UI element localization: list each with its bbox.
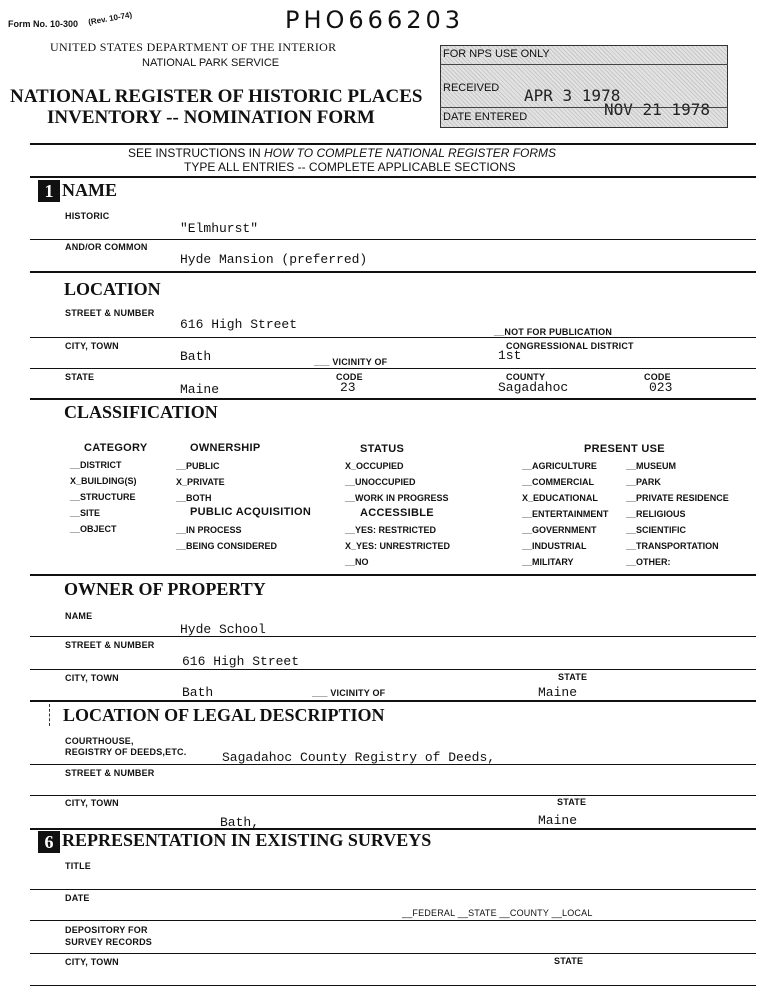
registry-label: REGISTRY OF DEEDS,ETC. bbox=[65, 747, 187, 757]
department-name: UNITED STATES DEPARTMENT OF THE INTERIOR bbox=[50, 40, 337, 54]
classification-section-title: CLASSIFICATION bbox=[64, 402, 218, 422]
present-use-option: __AGRICULTURE bbox=[522, 461, 597, 471]
date-entered-stamp: NOV 21 1978 bbox=[604, 100, 710, 119]
county-code-value: 023 bbox=[649, 380, 673, 395]
present-use-option: __OTHER: bbox=[626, 557, 671, 567]
accessible-option: __NO bbox=[345, 557, 369, 567]
category-option: __SITE bbox=[70, 508, 101, 518]
ownership-option: __BOTH bbox=[176, 493, 212, 503]
form-number: Form No. 10-300 bbox=[8, 19, 79, 29]
present-use-option: __RELIGIOUS bbox=[626, 509, 686, 519]
legal-state-value: Maine bbox=[538, 813, 578, 828]
margin-mark bbox=[49, 704, 50, 726]
owner-city-value: Bath bbox=[182, 685, 214, 700]
public-acquisition-heading: PUBLIC ACQUISITION bbox=[190, 506, 312, 518]
location-city-value: Bath bbox=[180, 349, 212, 364]
present-use-option: X_EDUCATIONAL bbox=[522, 493, 598, 503]
location-state-label: STATE bbox=[65, 372, 95, 382]
name-section-title: NAME bbox=[62, 180, 117, 200]
form-title-line2: INVENTORY -- NOMINATION FORM bbox=[47, 107, 375, 128]
accessible-option: X_YES: UNRESTRICTED bbox=[345, 541, 451, 551]
accessible-option: __YES: RESTRICTED bbox=[345, 525, 437, 535]
ownership-option: __PUBLIC bbox=[176, 461, 220, 471]
owner-name-label: NAME bbox=[65, 611, 93, 621]
depository-label-line1: DEPOSITORY FOR bbox=[65, 925, 148, 935]
location-city-label: CITY, TOWN bbox=[65, 341, 119, 351]
status-option: X_OCCUPIED bbox=[345, 461, 404, 471]
category-heading: CATEGORY bbox=[84, 442, 148, 454]
legal-city-label: CITY, TOWN bbox=[65, 798, 119, 808]
date-entered-label: DATE ENTERED bbox=[443, 111, 528, 123]
present-use-heading: PRESENT USE bbox=[584, 443, 665, 455]
present-use-option: __GOVERNMENT bbox=[522, 525, 597, 535]
present-use-option: __PARK bbox=[626, 477, 661, 487]
handwritten-id: PHO666203 bbox=[285, 6, 465, 34]
historic-name-value: "Elmhurst" bbox=[180, 221, 259, 236]
county-code-label: CODE bbox=[644, 372, 671, 382]
present-use-option: __TRANSPORTATION bbox=[626, 541, 719, 551]
surveys-section-title: REPRESENTATION IN EXISTING SURVEYS bbox=[62, 830, 432, 850]
state-code-label: CODE bbox=[336, 372, 363, 382]
form-title-line1: NATIONAL REGISTER OF HISTORIC PLACES bbox=[10, 86, 423, 107]
acquisition-option: __IN PROCESS bbox=[176, 525, 242, 535]
owner-city-label: CITY, TOWN bbox=[65, 673, 119, 683]
location-vicinity: ___ VICINITY OF bbox=[314, 357, 388, 367]
present-use-option: __MUSEUM bbox=[626, 461, 677, 471]
legal-description-section-title: LOCATION OF LEGAL DESCRIPTION bbox=[63, 705, 385, 725]
depository-label-line2: SURVEY RECORDS bbox=[65, 937, 152, 947]
survey-date-label: DATE bbox=[65, 893, 90, 903]
common-name-label: AND/OR COMMON bbox=[65, 242, 148, 252]
present-use-option: __COMMERCIAL bbox=[522, 477, 595, 487]
common-name-value: Hyde Mansion (preferred) bbox=[180, 252, 368, 267]
status-option: __WORK IN PROGRESS bbox=[345, 493, 449, 503]
accessible-heading: ACCESSIBLE bbox=[360, 507, 434, 519]
status-option: __UNOCCUPIED bbox=[345, 477, 416, 487]
legal-state-label: STATE bbox=[557, 797, 587, 807]
form-revision: (Rev. 10-74) bbox=[87, 10, 133, 27]
service-name: NATIONAL PARK SERVICE bbox=[142, 57, 280, 69]
category-option: __OBJECT bbox=[70, 524, 117, 534]
owner-street-label: STREET & NUMBER bbox=[65, 640, 155, 650]
instructions-line2: TYPE ALL ENTRIES -- COMPLETE APPLICABLE SECTIONS bbox=[184, 160, 516, 174]
received-label: RECEIVED bbox=[443, 82, 500, 94]
received-stamp: APR 3 1978 bbox=[524, 86, 621, 105]
survey-levels: __FEDERAL __STATE __COUNTY __LOCAL bbox=[402, 908, 593, 918]
courthouse-label: COURTHOUSE, bbox=[65, 736, 134, 746]
status-heading: STATUS bbox=[360, 443, 405, 455]
present-use-option: __ENTERTAINMENT bbox=[522, 509, 609, 519]
county-label: COUNTY bbox=[506, 372, 546, 382]
ownership-heading: OWNERSHIP bbox=[190, 442, 261, 454]
owner-state-value: Maine bbox=[538, 685, 578, 700]
county-value: Sagadahoc bbox=[498, 380, 569, 395]
ownership-option: X_PRIVATE bbox=[176, 477, 225, 487]
location-street-label: STREET & NUMBER bbox=[65, 308, 155, 318]
nps-box-label: FOR NPS USE ONLY bbox=[443, 48, 550, 60]
location-street-value: 616 High Street bbox=[180, 317, 298, 332]
legal-city-value: Bath, bbox=[220, 815, 260, 830]
section-number-1: 1 bbox=[38, 180, 60, 202]
location-section-title: LOCATION bbox=[64, 279, 161, 299]
owner-state-label: STATE bbox=[558, 672, 588, 682]
present-use-option: __SCIENTIFIC bbox=[626, 525, 687, 535]
acquisition-option: __BEING CONSIDERED bbox=[176, 541, 278, 551]
owner-street-value: 616 High Street bbox=[182, 654, 300, 669]
legal-street-label: STREET & NUMBER bbox=[65, 768, 155, 778]
survey-title-label: TITLE bbox=[65, 861, 91, 871]
state-code-value: 23 bbox=[340, 380, 356, 395]
owner-vicinity: ___ VICINITY OF bbox=[312, 688, 386, 698]
historic-label: HISTORIC bbox=[65, 211, 110, 221]
not-for-publication: __NOT FOR PUBLICATION bbox=[494, 327, 613, 337]
category-option: __DISTRICT bbox=[70, 460, 122, 470]
category-option: X_BUILDING(S) bbox=[70, 476, 137, 486]
present-use-option: __INDUSTRIAL bbox=[522, 541, 587, 551]
instructions-line1: SEE INSTRUCTIONS IN HOW TO COMPLETE NATIONAL REGISTER FORMS bbox=[128, 146, 557, 160]
location-state-value: Maine bbox=[180, 382, 220, 397]
owner-section-title: OWNER OF PROPERTY bbox=[64, 579, 266, 599]
congressional-district-value: 1st bbox=[498, 348, 522, 363]
congressional-district-label: CONGRESSIONAL DISTRICT bbox=[506, 341, 634, 351]
present-use-option: __PRIVATE RESIDENCE bbox=[626, 493, 729, 503]
category-option: __STRUCTURE bbox=[70, 492, 136, 502]
section-number-6: 6 bbox=[38, 831, 60, 853]
owner-name-value: Hyde School bbox=[180, 622, 266, 637]
survey-state-label: STATE bbox=[554, 956, 584, 966]
survey-city-label: CITY, TOWN bbox=[65, 957, 119, 967]
registry-value: Sagadahoc County Registry of Deeds, bbox=[222, 750, 496, 765]
present-use-option: __MILITARY bbox=[522, 557, 574, 567]
